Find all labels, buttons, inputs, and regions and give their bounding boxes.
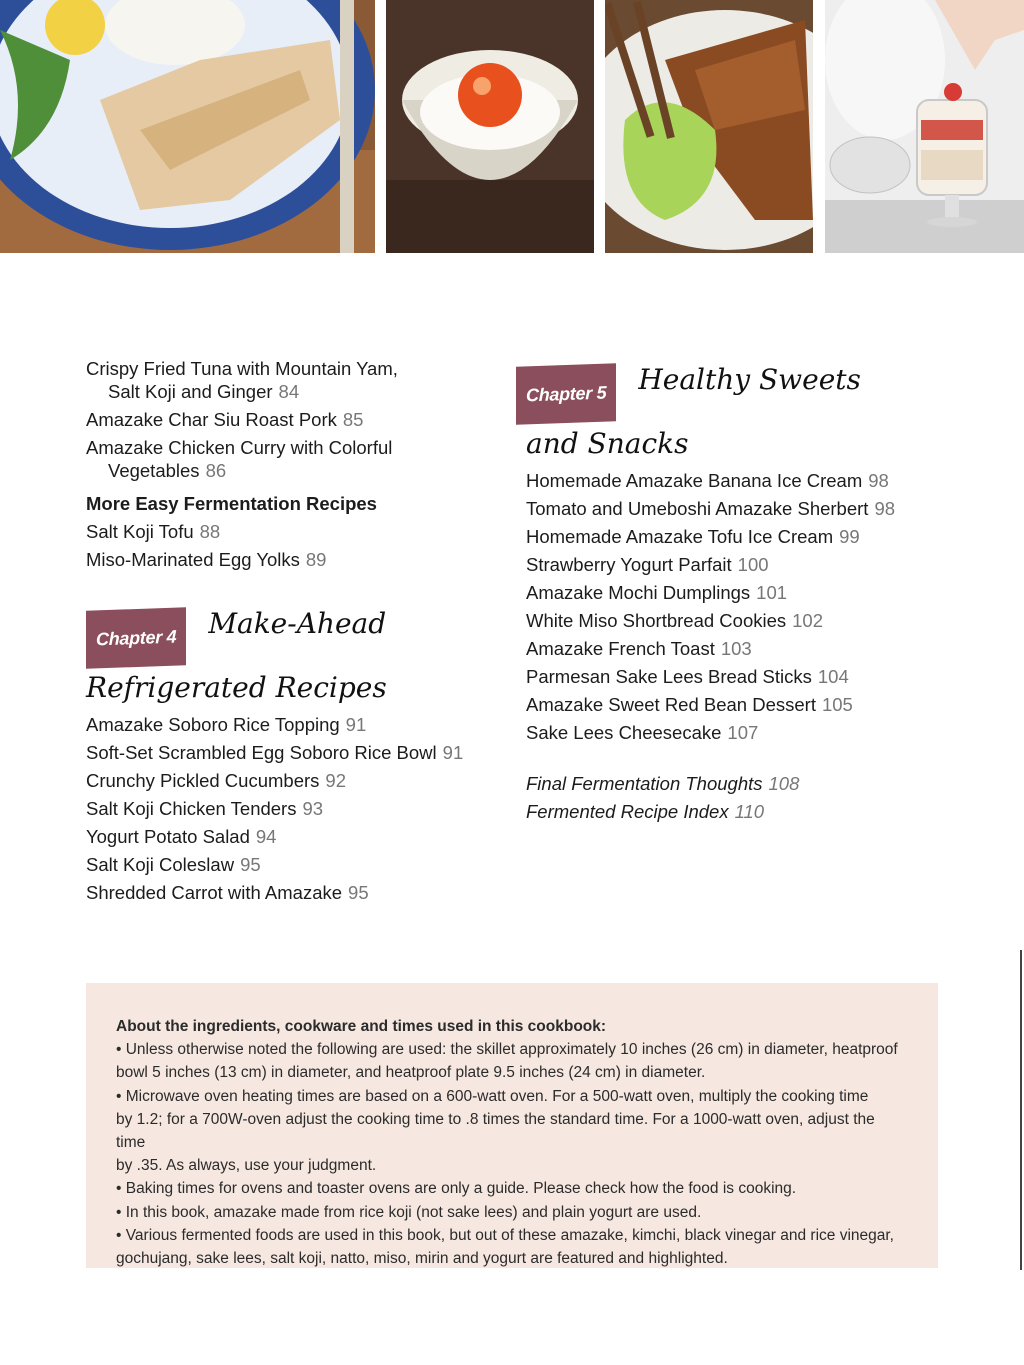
info-box-line: by 1.2; for a 700W-oven adjust the cooking time to .8 times the standard time. For a 1000-watt oven, adjust the time xyxy=(116,1110,875,1152)
toc-entry-title: Amazake Chicken Curry with Colorful xyxy=(86,437,393,458)
toc-page-number: 89 xyxy=(305,549,327,570)
toc-entry-title: Amazake French Toast xyxy=(526,638,715,659)
cookbook-info-box xyxy=(86,983,938,1268)
toc-entry xyxy=(86,741,496,764)
toc-page-number: 99 xyxy=(839,526,860,547)
toc-entry xyxy=(526,497,946,520)
toc-page-number: 92 xyxy=(325,770,346,791)
info-box-title: About the ingredients, cookware and times used in this cookbook: xyxy=(116,1018,607,1035)
toc-page-number: 85 xyxy=(342,409,364,430)
chapter-title-line2: and Snacks xyxy=(526,427,689,460)
chapter-tag: Chapter 5 xyxy=(516,363,616,425)
toc-entry-title: Amazake Soboro Rice Topping xyxy=(86,714,340,735)
toc-entry-title: Crunchy Pickled Cucumbers xyxy=(86,770,320,791)
toc-entry-title: Sake Lees Cheesecake xyxy=(526,722,722,743)
toc-entry-title: Salt Koji Tofu xyxy=(86,521,194,542)
chapter-tag: Chapter 4 xyxy=(86,607,186,669)
toc-entry-title-continued: Salt Koji and Ginger xyxy=(108,381,273,402)
toc-entry-title: Amazake Sweet Red Bean Dessert xyxy=(526,694,816,715)
toc-entry xyxy=(526,581,946,604)
toc-entry xyxy=(86,357,496,403)
toc-entry xyxy=(526,772,946,795)
chapter-title-line2: Refrigerated Recipes xyxy=(86,671,387,704)
toc-entry xyxy=(86,825,496,848)
info-box-line: • Microwave oven heating times are based on a 600-watt oven. For a 500-watt oven, multiply the cooking time xyxy=(116,1087,869,1105)
toc-entry xyxy=(526,693,946,716)
toc-entries-section xyxy=(86,520,496,571)
toc-page-number: 98 xyxy=(874,498,896,519)
parfait-strawberry-photo xyxy=(825,0,1024,253)
section-heading-more-recipes: More Easy Fermentation Recipes xyxy=(86,493,377,514)
toc-entry-title: Shredded Carrot with Amazake xyxy=(86,882,343,903)
toc-entry-title: Homemade Amazake Banana Ice Cream xyxy=(526,470,863,491)
toc-page-number: 91 xyxy=(442,742,464,763)
toc-entry xyxy=(526,721,946,744)
toc-entry-title: Amazake Char Siu Roast Pork xyxy=(86,409,337,430)
toc-page-number: 102 xyxy=(792,610,824,631)
photo-strip xyxy=(0,0,1024,253)
toc-page-number: 108 xyxy=(768,773,800,794)
toc-entries-chapter-5 xyxy=(526,469,946,744)
toc-entries-chapter-4 xyxy=(86,713,496,904)
info-box-line: • Various fermented foods are used in this book, but out of these amazake, kimchi, black vinegar and rice vinegar, xyxy=(116,1226,894,1244)
toc-entry xyxy=(86,769,496,792)
chapter-title-line1: Make-Ahead xyxy=(208,607,387,640)
toc-entry xyxy=(526,637,946,660)
toc-page-number: 91 xyxy=(345,714,367,735)
toc-page-number: 94 xyxy=(255,826,277,847)
toc-entry xyxy=(526,469,946,492)
toc-entry-title: Strawberry Yogurt Parfait xyxy=(526,554,732,575)
toc-entry xyxy=(526,525,946,548)
info-box-body xyxy=(116,1038,908,1270)
chicken-rice-plate-photo xyxy=(0,0,375,253)
chapter-5-heading xyxy=(526,365,946,465)
toc-entry-title: Salt Koji Chicken Tenders xyxy=(86,798,297,819)
chapter-4-heading xyxy=(86,609,496,709)
toc-entry-title: Amazake Mochi Dumplings xyxy=(526,582,751,603)
chapter-title-line1: Healthy Sweets xyxy=(638,363,861,396)
toc-entries-top xyxy=(86,357,496,482)
info-box-line: • Baking times for ovens and toaster ovens are only a guide. Please check how the food is cooking. xyxy=(116,1180,797,1198)
page-edge-divider xyxy=(1020,950,1022,1270)
toc-page-number: 103 xyxy=(720,638,752,659)
toc-page-number: 107 xyxy=(727,722,759,743)
toc-entry-title: White Miso Shortbread Cookies xyxy=(526,610,787,631)
toc-entry-title: Homemade Amazake Tofu Ice Cream xyxy=(526,526,834,547)
toc-page-number: 101 xyxy=(756,582,788,603)
toc-entries-back-matter xyxy=(526,772,946,823)
info-box-line: bowl 5 inches (13 cm) in diameter, and heatproof plate 9.5 inches (24 cm) in diameter. xyxy=(116,1064,706,1082)
info-box-line: • In this book, amazake made from rice koji (not sake lees) and plain yogurt are used. xyxy=(116,1203,702,1221)
toc-entry xyxy=(86,436,496,482)
toc-page-number: 84 xyxy=(278,381,300,402)
toc-entry-title: Crispy Fried Tuna with Mountain Yam, xyxy=(86,358,398,379)
toc-entry xyxy=(86,881,496,904)
toc-entry xyxy=(86,713,496,736)
toc-right-column xyxy=(526,365,946,828)
toc-entry xyxy=(86,520,496,543)
toc-entry xyxy=(526,665,946,688)
toc-entry xyxy=(86,548,496,571)
toc-left-column xyxy=(86,357,496,909)
toc-entry xyxy=(526,553,946,576)
toc-entry-title: Parmesan Sake Lees Bread Sticks xyxy=(526,666,812,687)
toc-entry-title: Miso-Marinated Egg Yolks xyxy=(86,549,300,570)
toc-entry xyxy=(526,609,946,632)
toc-entry-title: Final Fermentation Thoughts xyxy=(526,773,763,794)
toc-entry-title: Soft-Set Scrambled Egg Soboro Rice Bowl xyxy=(86,742,437,763)
info-box-line: gochujang, sake lees, salt koji, natto, miso, mirin and yogurt are featured and highlighted. xyxy=(116,1250,728,1268)
toc-page-number: 104 xyxy=(817,666,849,687)
toc-page-number: 100 xyxy=(737,554,769,575)
pork-cabbage-chopsticks-photo xyxy=(605,0,813,253)
info-box-line: • Unless otherwise noted the following are used: the skillet approximately 10 inches (26 cm) in diameter, heatproof xyxy=(116,1041,898,1059)
toc-entry xyxy=(526,800,946,823)
toc-entry xyxy=(86,853,496,876)
toc-page-number: 95 xyxy=(240,854,261,875)
toc-entry xyxy=(86,408,496,431)
egg-yolk-rice-bowl-photo xyxy=(386,0,594,253)
toc-page-number: 93 xyxy=(302,798,324,819)
toc-page-number: 98 xyxy=(868,470,889,491)
toc-entry-title: Tomato and Umeboshi Amazake Sherbert xyxy=(526,498,869,519)
toc-page-number: 105 xyxy=(821,694,853,715)
toc-page-number: 86 xyxy=(205,460,227,481)
toc-entry xyxy=(86,797,496,820)
toc-entry-title: Yogurt Potato Salad xyxy=(86,826,250,847)
info-box-line: by .35. As always, use your judgment. xyxy=(116,1157,377,1175)
toc-entry-title-continued: Vegetables xyxy=(108,460,200,481)
toc-page-number: 88 xyxy=(199,521,221,542)
toc-entry-title: Fermented Recipe Index xyxy=(526,801,729,822)
toc-page-number: 110 xyxy=(734,801,765,822)
toc-page-number: 95 xyxy=(348,882,369,903)
toc-entry-title: Salt Koji Coleslaw xyxy=(86,854,235,875)
